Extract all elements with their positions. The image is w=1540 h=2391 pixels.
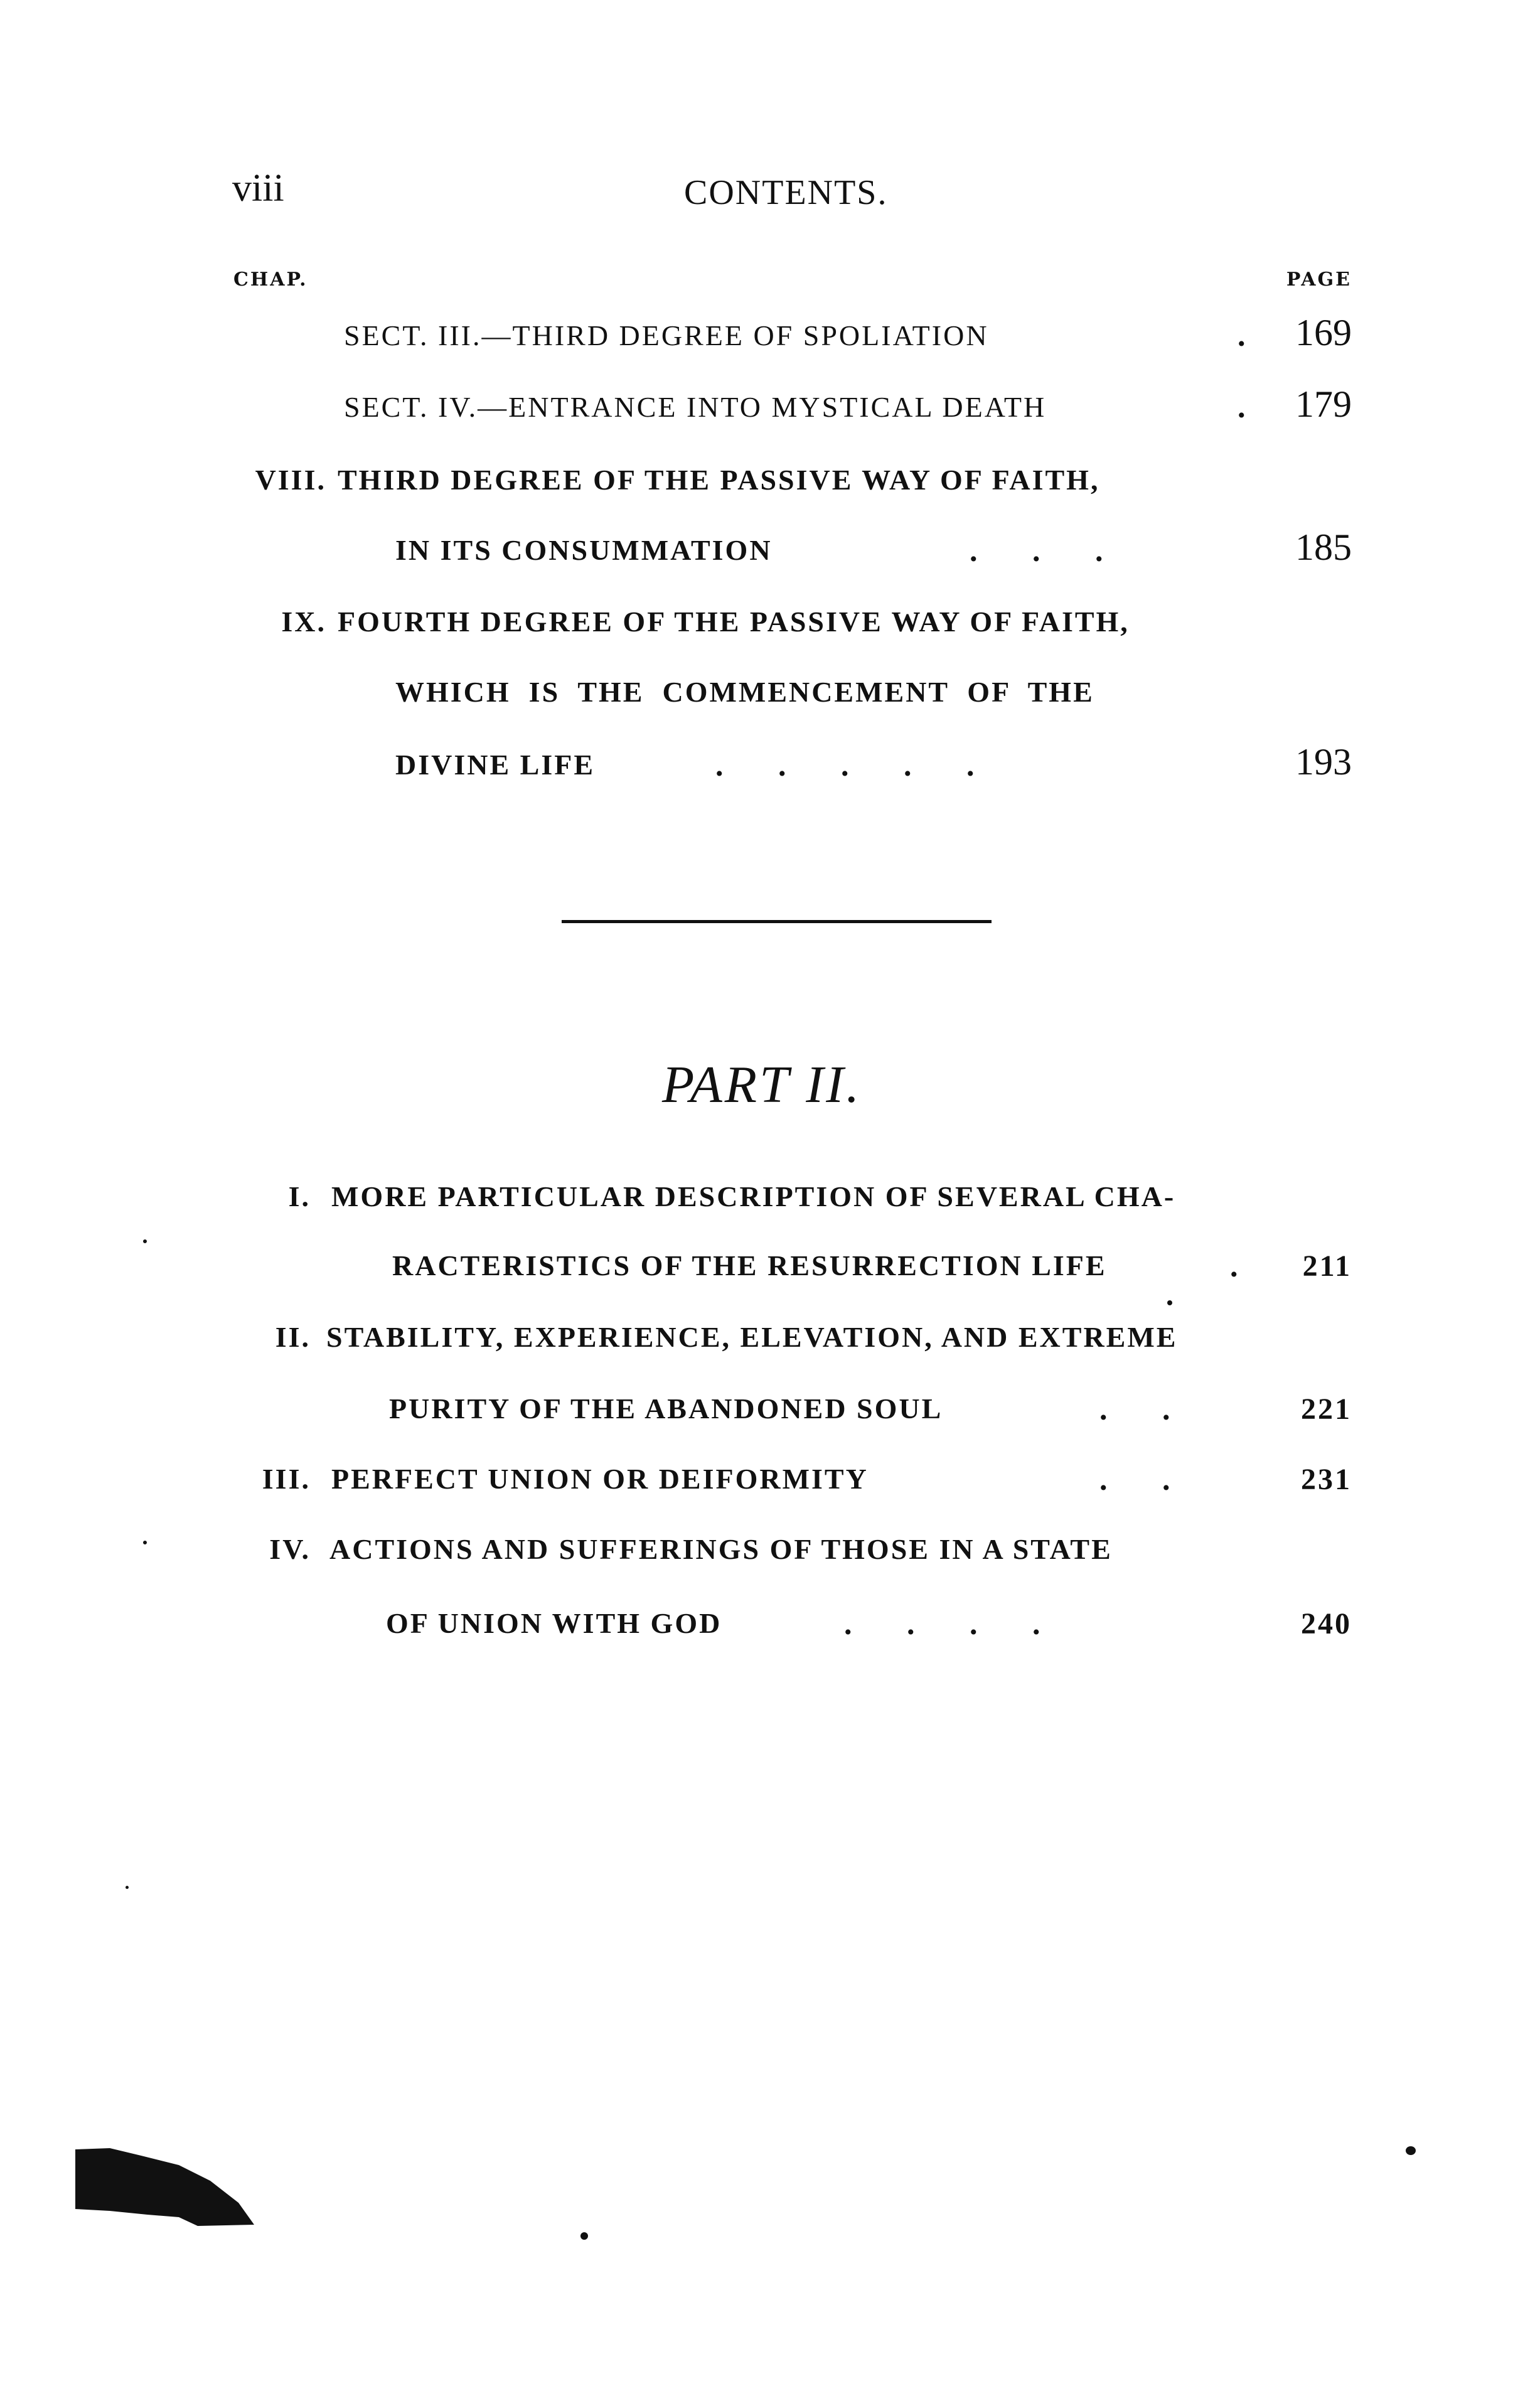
entry-ch9-line3: DIVINE LIFE [395, 749, 596, 781]
entry-ch9-page: 193 [1295, 741, 1352, 783]
entry-ch8-line2: IN ITS CONSUMMATION [395, 534, 773, 566]
entry-ch8-page: 185 [1295, 527, 1352, 568]
part-heading: PART II. [662, 1056, 862, 1114]
entry-ch9-line2: WHICH IS THE COMMENCEMENT OF THE [395, 676, 1094, 708]
entry-ch8-line1: THIRD DEGREE OF THE PASSIVE WAY OF FAITH, [338, 464, 1100, 496]
entry-p2-ch3-leader: . . [1099, 1462, 1170, 1497]
speck-artifact [143, 1541, 147, 1544]
entry-p2-ch2-line2: PURITY OF THE ABANDONED SOUL [389, 1393, 943, 1425]
entry-sect4-title: SECT. IV.—ENTRANCE INTO MYSTICAL DEATH [344, 391, 1047, 423]
entry-p2-ch2-number: II. [275, 1321, 311, 1353]
entry-ch8-number: VIII. [255, 464, 326, 496]
entry-p2-ch1-number: I. [288, 1180, 311, 1212]
entry-sect4-leader: . [1238, 389, 1246, 424]
entry-sect4-page: 179 [1295, 383, 1352, 425]
entry-sect3-page: 169 [1295, 312, 1352, 353]
entry-ch9-leader: . . . . . [715, 747, 975, 783]
speck-artifact [143, 1239, 147, 1243]
section-divider-rule [562, 920, 992, 923]
entry-p2-ch3-line1: PERFECT UNION OR DEIFORMITY [331, 1463, 869, 1495]
entry-p2-ch4-page: 240 [1301, 1607, 1352, 1640]
running-title: CONTENTS. [684, 173, 888, 212]
entry-p2-ch3-number: III. [262, 1463, 311, 1495]
entry-p2-ch4-line1: ACTIONS AND SUFFERINGS OF THOSE IN A STATE [329, 1533, 1113, 1565]
entry-ch9-line1: FOURTH DEGREE OF THE PASSIVE WAY OF FAITH, [338, 606, 1130, 638]
entry-p2-ch1-leader: . [1230, 1248, 1238, 1283]
entry-ch8-leader: . . . [970, 533, 1103, 568]
entry-sect3-leader: . [1238, 318, 1246, 353]
speck-artifact [126, 1886, 129, 1889]
entry-ch9-number: IX. [281, 606, 326, 638]
entry-p2-ch1-line1: MORE PARTICULAR DESCRIPTION OF SEVERAL CHA- [331, 1180, 1176, 1212]
speck-artifact [580, 2232, 588, 2240]
column-header-page: PAGE [1286, 269, 1352, 291]
entry-p2-ch4-line2: OF UNION WITH GOD [386, 1607, 722, 1639]
entry-p2-ch4-leader: . . . . [844, 1606, 1040, 1641]
entry-p2-ch2-line1: STABILITY, EXPERIENCE, ELEVATION, AND EXTREME [326, 1321, 1178, 1353]
entry-p2-ch4-number: IV. [269, 1533, 311, 1565]
entry-p2-ch1-page: 211 [1302, 1249, 1352, 1283]
speck-artifact [1167, 1300, 1172, 1305]
entry-sect3-title: SECT. III.—THIRD DEGREE OF SPOLIATION [344, 319, 989, 351]
page-number-folio: viii [232, 167, 284, 210]
column-header-chap: CHAP. [233, 269, 308, 291]
ink-blot-artifact [72, 2137, 260, 2231]
entry-p2-ch3-page: 231 [1301, 1463, 1352, 1496]
speck-artifact [1406, 2146, 1416, 2155]
entry-p2-ch2-leader: . . [1099, 1391, 1170, 1426]
entry-p2-ch1-line2: RACTERISTICS OF THE RESURRECTION LIFE [392, 1249, 1107, 1281]
entry-p2-ch2-page: 221 [1301, 1393, 1352, 1426]
